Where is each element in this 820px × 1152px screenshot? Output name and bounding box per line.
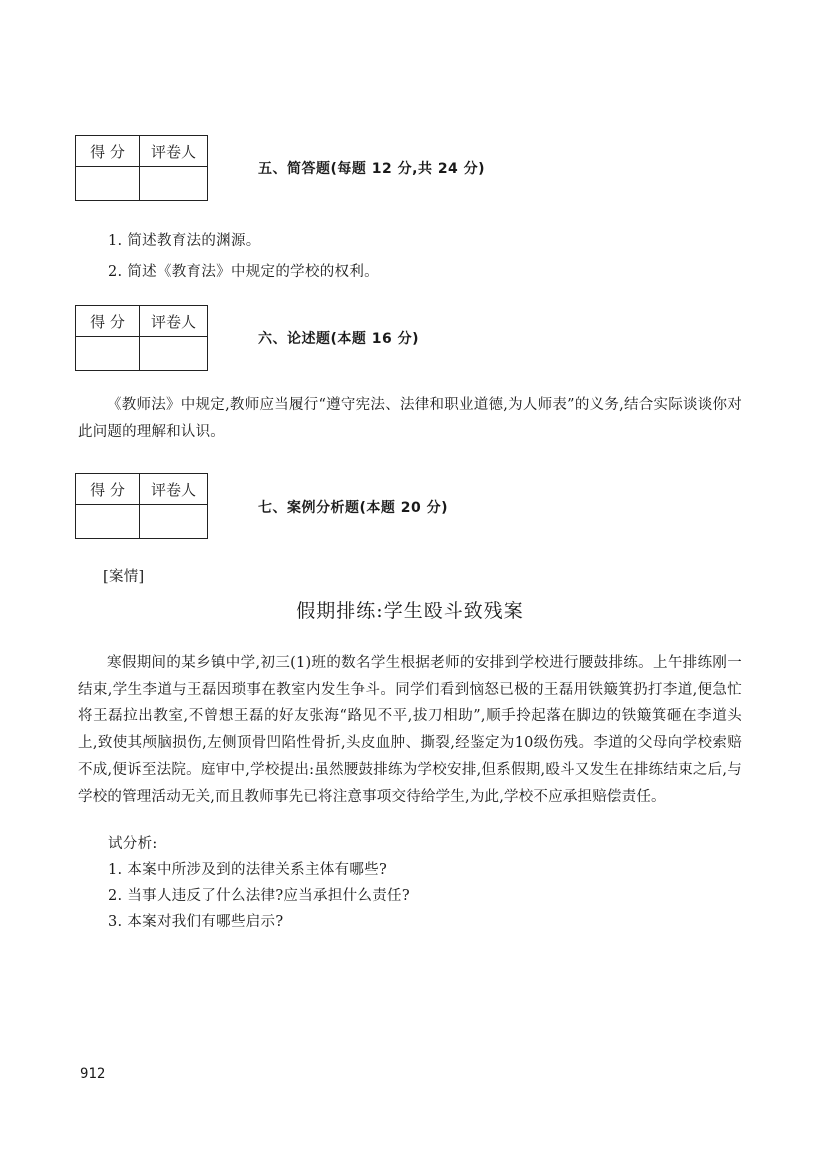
score-box-section7 [75,473,208,539]
analysis-question-2: 2. 当事人违反了什么法律?应当承担什么责任? [108,888,410,904]
score-box-section5 [75,135,208,201]
section5-question-2: 2. 简述《教育法》中规定的学校的权利。 [108,264,379,280]
grader-cell [140,337,207,370]
section5-title: 五、简答题(每题 12 分,共 24 分) [258,161,486,177]
analysis-label: 试分析: [108,836,158,852]
case-label: [案情] [103,569,145,585]
grader-cell [140,167,207,200]
score-cell [76,505,140,538]
grader-label: 评卷人 [140,306,207,337]
analysis-question-3: 3. 本案对我们有哪些启示? [108,914,284,930]
score-label: 得 分 [76,306,140,337]
score-label: 得 分 [76,474,140,505]
section5-question-1: 1. 简述教育法的渊源。 [108,233,261,249]
section6-title: 六、论述题(本题 16 分) [258,331,420,347]
page-number: 912 [80,1066,106,1082]
case-title: 假期排练:学生殴斗致残案 [296,600,524,622]
score-label: 得 分 [76,136,140,167]
analysis-question-1: 1. 本案中所涉及到的法律关系主体有哪些? [108,862,388,878]
score-cell [76,167,140,200]
section7-title: 七、案例分析题(本题 20 分) [258,500,449,516]
section6-prompt: 《教师法》中规定,教师应当履行“遵守宪法、法律和职业道德,为人师表”的义务,结合实际谈谈你对此问题的理解和认识。 [78,397,742,440]
grader-label: 评卷人 [140,474,207,505]
score-cell [76,337,140,370]
grader-cell [140,505,207,538]
case-text: 寒假期间的某乡镇中学,初三(1)班的数名学生根据老师的安排到学校进行腰鼓排练。上午排练刚一结束,学生李道与王磊因琐事在教室内发生争斗。同学们看到恼怒已极的王磊用铁簸箕扔打李道,便急忙将王磊拉出教室,不曾想王磊的好友张海“路见不平,拔刀相助”,顺手拎起落在脚边的铁簸箕砸在李道头上,致使其颅脑损伤,左侧顶骨凹陷性骨折,头皮血肿、撕裂,经鉴定为10级伤残。李道的父母向学校索赔不成,便诉至法院。庭审中,学校提出:虽然腰鼓排练为学校安排,但系假期,殴斗又发生在排练结束之后,与学校的管理活动无关,而且教师事先已将注意事项交待给学生,为此,学校不应承担赔偿责任。 [78,655,742,805]
score-box-section6 [75,305,208,371]
grader-label: 评卷人 [140,136,207,167]
